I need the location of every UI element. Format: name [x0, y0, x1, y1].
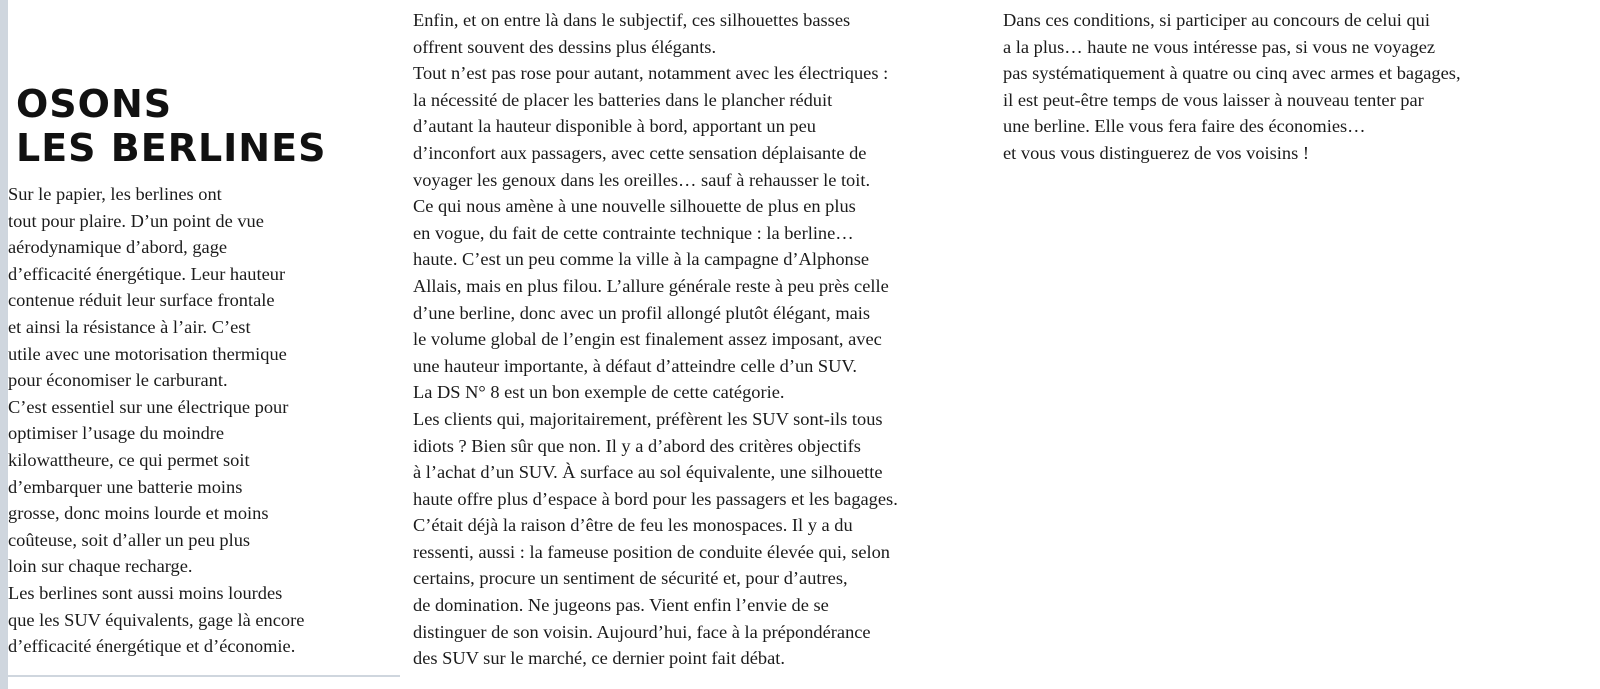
text-line: a la plus… haute ne vous intéresse pas, si vous ne voyagez	[1003, 36, 1436, 57]
article-column-3	[1003, 7, 1600, 167]
text-line: la nécessité de placer les batteries dans le plancher réduit	[413, 89, 833, 110]
text-line: Les clients qui, majoritairement, préfèrent les SUV sont-ils tous	[413, 408, 883, 429]
text-line: le volume global de l’engin est finalement assez imposant, avec	[413, 329, 882, 350]
text-line: Ce qui nous amène à une nouvelle silhouette de plus en plus	[413, 196, 856, 217]
text-line: que les SUV équivalents, gage là encore	[8, 609, 305, 630]
text-line: d’embarquer une batterie moins	[8, 476, 243, 497]
bottom-divider	[8, 675, 400, 677]
text-line: d’efficacité énergétique. Leur hauteur	[8, 263, 286, 284]
text-line: une hauteur importante, à défaut d’atteindre celle d’un SUV.	[413, 355, 857, 376]
article-title-line: OSONS	[16, 82, 173, 126]
text-line: idiots ? Bien sûr que non. Il y a d’abord des critères objectifs	[413, 435, 861, 456]
text-line: distinguer de son voisin. Aujourd’hui, face à la prépondérance	[413, 621, 871, 642]
text-line: il est peut-être temps de vous laisser à nouveau tenter par	[1003, 89, 1424, 110]
text-line: certains, procure un sentiment de sécurité et, pour d’autres,	[413, 568, 848, 589]
text-line: une berline. Elle vous fera faire des économies…	[1003, 116, 1366, 137]
column-1-text	[8, 181, 398, 660]
text-line: coûteuse, soit d’aller un peu plus	[8, 529, 251, 550]
text-line: Les berlines sont aussi moins lourdes	[8, 582, 283, 603]
article-title-line: LES BERLINES	[16, 126, 327, 170]
text-line: aérodynamique d’abord, gage	[8, 237, 228, 258]
text-line: pour économiser le carburant.	[8, 370, 228, 391]
text-line: offrent souvent des dessins plus élégants.	[413, 36, 717, 57]
text-line: contenue réduit leur surface frontale	[8, 290, 275, 311]
article-column-2	[413, 7, 1005, 672]
text-line: loin sur chaque recharge.	[8, 556, 193, 577]
text-line: C’est essentiel sur une électrique pour	[8, 396, 289, 417]
text-line: à l’achat d’un SUV. À surface au sol équivalente, une silhouette	[413, 462, 883, 483]
text-line: Sur le papier, les berlines ont	[8, 184, 222, 204]
text-line: Tout n’est pas rose pour autant, notamment avec les électriques :	[413, 63, 889, 84]
text-line: d’autant la hauteur disponible à bord, apportant un peu	[413, 116, 816, 137]
text-line: kilowattheure, ce qui permet soit	[8, 449, 250, 470]
text-line: et ainsi la résistance à l’air. C’est	[8, 316, 251, 337]
text-line: utile avec une motorisation thermique	[8, 343, 287, 364]
text-line: voyager les genoux dans les oreilles… sauf à rehausser le toit.	[413, 169, 871, 190]
article-page	[8, 0, 1600, 689]
text-line: pas systématiquement à quatre ou cinq avec armes et bagages,	[1003, 63, 1461, 84]
text-line: en vogue, du fait de cette contrainte technique : la berline…	[413, 222, 854, 243]
article-title	[16, 82, 326, 170]
text-line: haute offre plus d’espace à bord pour les passagers et les bagages.	[413, 488, 898, 509]
text-line: d’inconfort aux passagers, avec cette sensation déplaisante de	[413, 142, 867, 163]
text-line: d’une berline, donc avec un profil allongé plutôt élégant, mais	[413, 302, 871, 323]
text-line: C’était déjà la raison d’être de feu les monospaces. Il y a du	[413, 515, 853, 536]
text-line: grosse, donc moins lourde et moins	[8, 503, 269, 524]
text-line: d’efficacité énergétique et d’économie.	[8, 636, 296, 657]
text-line: et vous vous distinguerez de vos voisins !	[1003, 142, 1309, 163]
text-line: tout pour plaire. D’un point de vue	[8, 210, 264, 231]
text-line: ressenti, aussi : la fameuse position de conduite élevée qui, selon	[413, 541, 891, 562]
text-line: Enfin, et on entre là dans le subjectif, ces silhouettes basses	[413, 10, 851, 30]
text-line: Allais, mais en plus filou. L’allure générale reste à peu près celle	[413, 275, 889, 296]
page-left-margin	[0, 0, 8, 689]
text-line: Dans ces conditions, si participer au concours de celui qui	[1003, 10, 1430, 30]
text-line: des SUV sur le marché, ce dernier point fait débat.	[413, 648, 785, 669]
text-line: La DS N° 8 est un bon exemple de cette catégorie.	[413, 382, 785, 403]
text-line: optimiser l’usage du moindre	[8, 423, 225, 444]
text-line: haute. C’est un peu comme la ville à la campagne d’Alphonse	[413, 249, 870, 270]
text-line: de domination. Ne jugeons pas. Vient enfin l’envie de se	[413, 595, 829, 616]
